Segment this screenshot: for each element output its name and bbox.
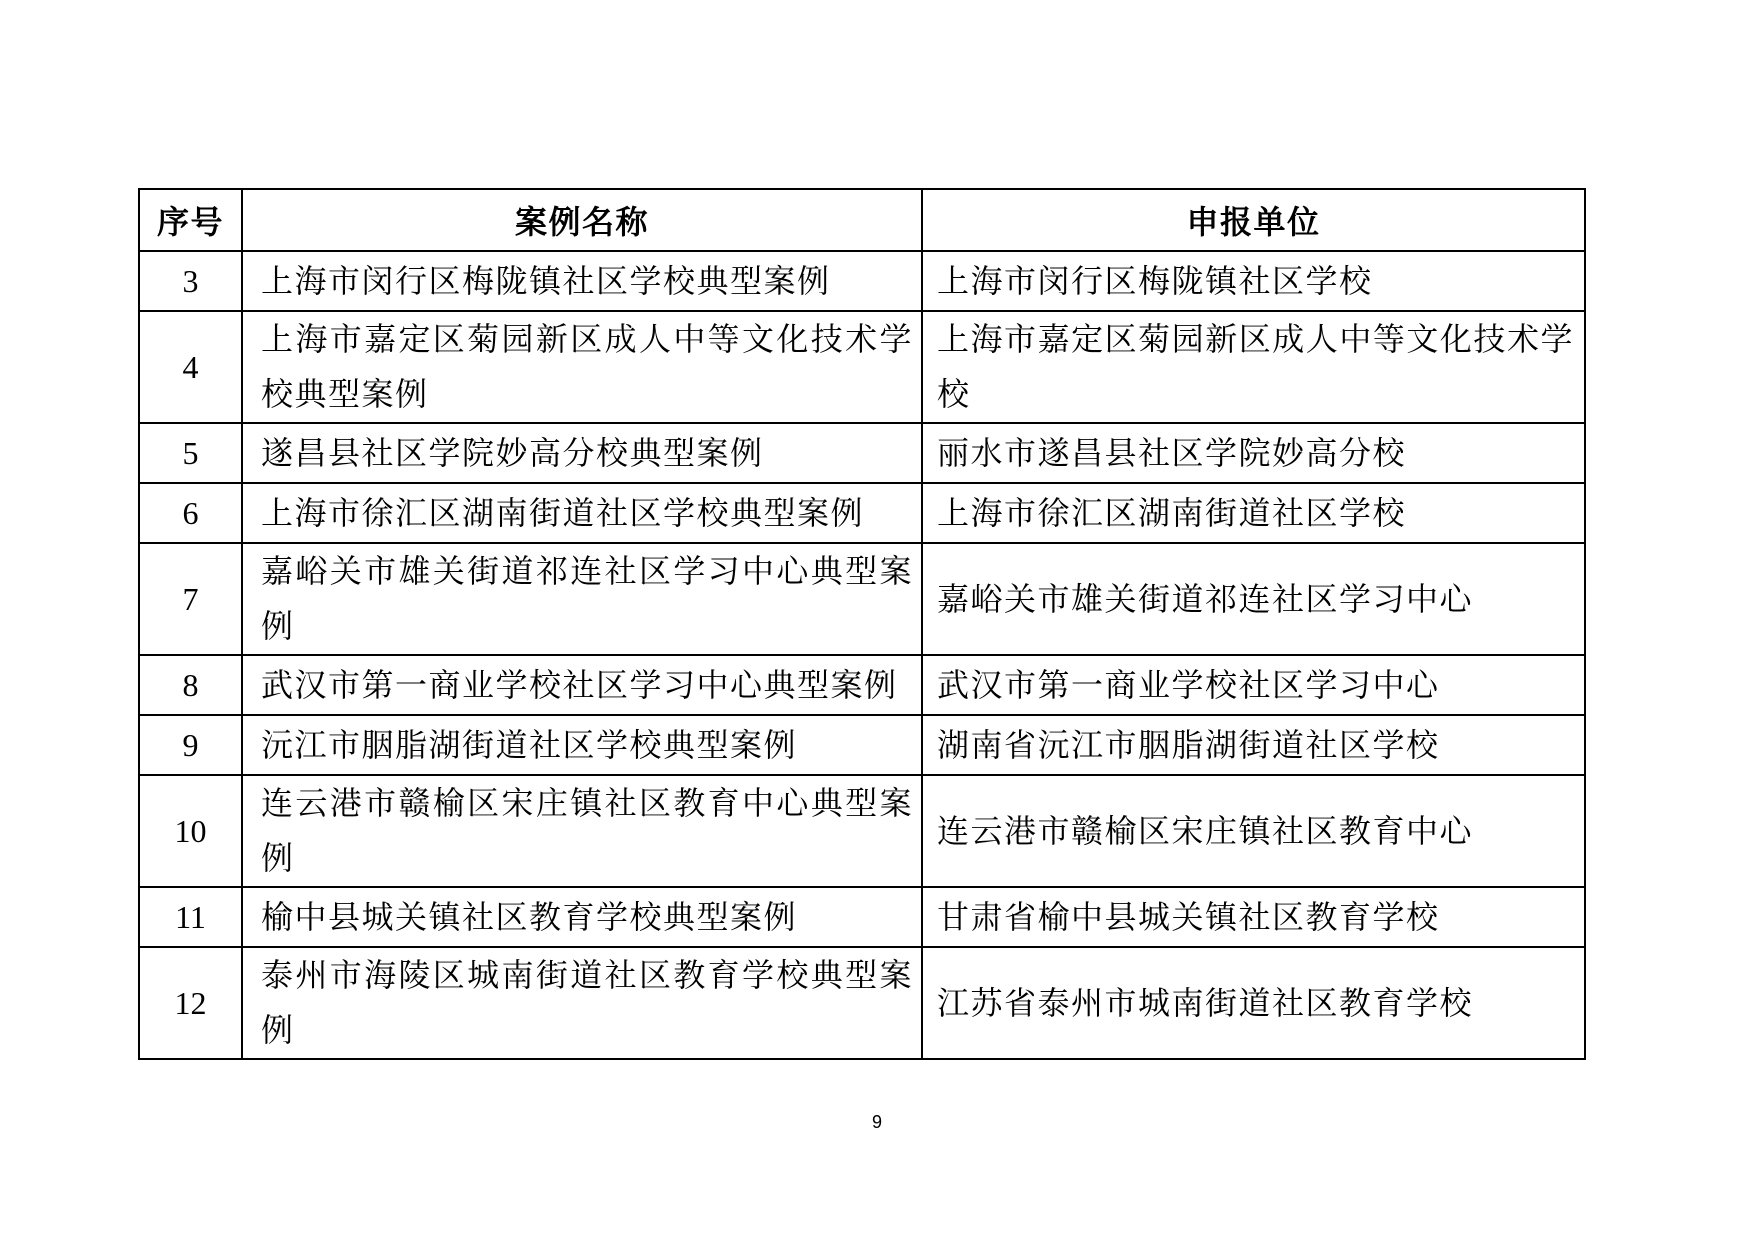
- reporting-unit-cell: 上海市徐汇区湖南街道社区学校: [922, 483, 1585, 543]
- table-row: [139, 543, 1585, 655]
- reporting-unit-cell: 丽水市遂昌县社区学院妙高分校: [922, 423, 1585, 483]
- reporting-unit-cell: 连云港市赣榆区宋庄镇社区教育中心: [922, 775, 1585, 887]
- header-case-name: 案例名称: [242, 189, 922, 251]
- table-header-row: [139, 189, 1585, 251]
- case-name-cell: 沅江市胭脂湖街道社区学校典型案例: [242, 715, 922, 775]
- row-index-cell: 3: [139, 251, 242, 311]
- reporting-unit-cell: 嘉峪关市雄关街道祁连社区学习中心: [922, 543, 1585, 655]
- page-number: 9: [871, 1112, 883, 1132]
- case-name-cell: 上海市嘉定区菊园新区成人中等文化技术学校典型案例: [242, 311, 922, 423]
- reporting-unit-cell: 甘肃省榆中县城关镇社区教育学校: [922, 887, 1585, 947]
- table-row: [139, 483, 1585, 543]
- case-name-cell: 榆中县城关镇社区教育学校典型案例: [242, 887, 922, 947]
- case-name-cell: 上海市闵行区梅陇镇社区学校典型案例: [242, 251, 922, 311]
- row-index-cell: 10: [139, 775, 242, 887]
- reporting-unit-cell: 武汉市第一商业学校社区学习中心: [922, 655, 1585, 715]
- table-row: [139, 947, 1585, 1059]
- row-index-cell: 8: [139, 655, 242, 715]
- case-name-cell: 嘉峪关市雄关街道祁连社区学习中心典型案例: [242, 543, 922, 655]
- reporting-unit-cell: 上海市闵行区梅陇镇社区学校: [922, 251, 1585, 311]
- row-index-cell: 12: [139, 947, 242, 1059]
- table-row: [139, 887, 1585, 947]
- table-body: [139, 251, 1585, 1059]
- table-row: [139, 655, 1585, 715]
- row-index-cell: 7: [139, 543, 242, 655]
- row-index-cell: 9: [139, 715, 242, 775]
- table-row: [139, 311, 1585, 423]
- row-index-cell: 11: [139, 887, 242, 947]
- case-name-cell: 泰州市海陵区城南街道社区教育学校典型案例: [242, 947, 922, 1059]
- case-name-cell: 武汉市第一商业学校社区学习中心典型案例: [242, 655, 922, 715]
- row-index-cell: 6: [139, 483, 242, 543]
- reporting-unit-cell: 湖南省沅江市胭脂湖街道社区学校: [922, 715, 1585, 775]
- header-index: 序号: [139, 189, 242, 251]
- table-row: [139, 251, 1585, 311]
- table-row: [139, 423, 1585, 483]
- case-name-cell: 上海市徐汇区湖南街道社区学校典型案例: [242, 483, 922, 543]
- case-name-cell: 连云港市赣榆区宋庄镇社区教育中心典型案例: [242, 775, 922, 887]
- case-table: [138, 188, 1586, 1060]
- reporting-unit-cell: 上海市嘉定区菊园新区成人中等文化技术学校: [922, 311, 1585, 423]
- header-reporting-unit: 申报单位: [922, 189, 1585, 251]
- reporting-unit-cell: 江苏省泰州市城南街道社区教育学校: [922, 947, 1585, 1059]
- table-row: [139, 775, 1585, 887]
- case-name-cell: 遂昌县社区学院妙高分校典型案例: [242, 423, 922, 483]
- row-index-cell: 4: [139, 311, 242, 423]
- row-index-cell: 5: [139, 423, 242, 483]
- table-row: [139, 715, 1585, 775]
